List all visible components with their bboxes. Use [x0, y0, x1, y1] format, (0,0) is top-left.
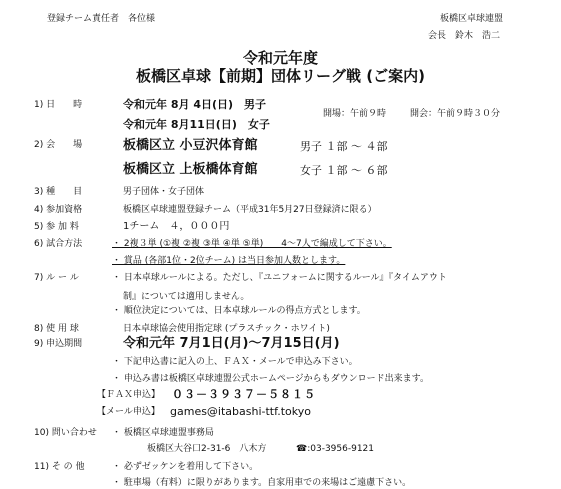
format-line-1: ・ 2複３単 (①複 ②複 ③単 ④単 ⑤単) 4～7人で編成して下さい。	[112, 239, 392, 249]
other-line-1: ・ 必ずゼッケンを着用して下さい。	[112, 462, 259, 472]
open-time: 開場：午前９時	[323, 109, 387, 119]
other-label: 11) そ の 他	[34, 462, 85, 472]
fax-label: 【ＦＡＸ申込】	[97, 390, 161, 400]
venue-2: 板橋区立 上板橋体育館	[123, 162, 258, 177]
president-name: 会長 鈴木 浩二	[428, 31, 501, 41]
other-line-2: ・ 駐車場（有料）に限りがあります。自家用車での来場はご遠慮下さい。	[112, 478, 412, 488]
fee-text: 1チーム ４，０００円	[123, 221, 230, 232]
entry-note-1: ・ 下記申込書に記入の上、ＦＡＸ・メールで申込み下さい。	[112, 357, 358, 367]
addressee: 登録チーム責任者 各位様	[47, 14, 156, 24]
organization-name: 板橋区卓球連盟	[440, 14, 504, 24]
page-title: 板橋区卓球【前期】団体リーグ戦 (ご案内)	[136, 67, 425, 85]
contact-label: 10) 問い合わせ	[34, 428, 97, 438]
qualification-text: 板橋区卓球連盟登録チーム（平成31年5月27日登録済に限る）	[123, 205, 377, 215]
date-women: 令和元年 8月11日(日) 女子	[123, 118, 270, 131]
venue-label: 2) 会 場	[34, 140, 83, 150]
contact-phone: ☎:03-3956-9121	[296, 444, 374, 454]
fee-label: 5) 参 加 料	[34, 222, 79, 232]
rules-label: 7) ル ー ル	[34, 273, 79, 283]
date-label: 1) 日 時	[34, 100, 83, 110]
entry-period: 令和元年 7月1日(月)～7月15日(月)	[123, 336, 340, 351]
rules-line-1: ・ 日本卓球ルールによる。ただし、『ユニフォームに関するルール』『タイムアウト	[112, 273, 447, 283]
date-men: 令和元年 8月 4日(日) 男子	[123, 98, 267, 111]
venue-2-divisions: 女子 １部 ～ ６部	[300, 164, 388, 177]
contact-office: ・ 板橋区卓球連盟事務局	[112, 428, 214, 438]
ceremony-time: 開会：午前９時３０分	[410, 109, 501, 119]
venue-1-divisions: 男子 １部 ～ ４部	[300, 140, 388, 153]
category-text: 男子団体・女子団体	[123, 187, 205, 197]
category-label: 3) 種 目	[34, 187, 83, 197]
entry-note-2: ・ 申込み書は板橋区卓球連盟公式ホームページからもダウンロード出来ます。	[112, 374, 429, 384]
fax-number: ０３－３９３７－５８１５	[172, 388, 316, 401]
venue-1: 板橋区立 小豆沢体育館	[123, 138, 258, 153]
qualification-label: 4) 参加資格	[34, 205, 83, 215]
contact-address: 板橋区大谷口2-31-6 八木方	[147, 444, 267, 454]
format-line-2: ・ 賞品 (各部1位・2位チーム) は当日参加人数とします。	[112, 256, 346, 266]
rules-line-2: 制』については適用しません。	[123, 292, 250, 302]
rules-line-3: ・ 順位決定については、日本卓球ルールの得点方式とします。	[112, 306, 366, 316]
mail-address[interactable]: games@itabashi-ttf.tokyo	[170, 405, 311, 418]
ball-text: 日本卓球協会使用指定球 (プラスチック・ホワイト)	[123, 324, 330, 334]
page-title-year: 令和元年度	[242, 49, 318, 67]
mail-label: 【メール申込】	[97, 407, 160, 417]
entry-label: 9) 申込期間	[34, 339, 83, 349]
format-label: 6) 試合方法	[34, 239, 83, 249]
ball-label: 8) 使 用 球	[34, 324, 79, 334]
